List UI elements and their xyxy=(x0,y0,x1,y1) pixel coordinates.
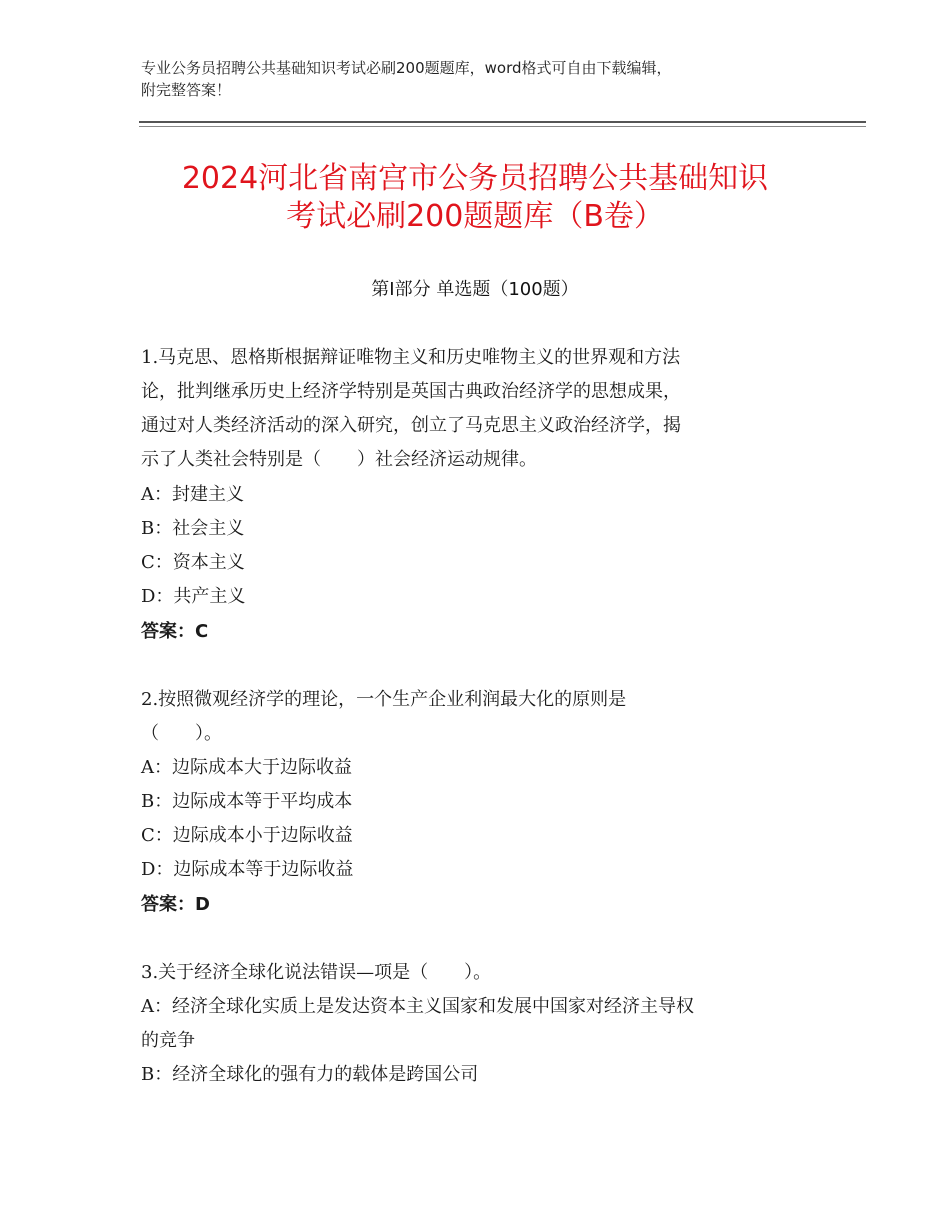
option-b: B：经济全球化的强有力的载体是跨国公司 xyxy=(141,1064,479,1085)
question-stem-line: 通过对人类经济活动的深入研究，创立了马克思主义政治经济学，揭 xyxy=(141,415,681,436)
option-b: B：社会主义 xyxy=(141,518,245,539)
header-note-line-2: 附完整答案！ xyxy=(141,81,232,99)
option-a: A：边际成本大于边际收益 xyxy=(141,757,352,778)
document-title xyxy=(120,160,830,236)
question-stem-line: 1.马克思、恩格斯根据辩证唯物主义和历史唯物主义的世界观和方法 xyxy=(141,347,681,368)
question-stem-line: （ ）。 xyxy=(141,723,222,744)
answer-label: 答案：C xyxy=(141,621,209,642)
answer-label: 答案：D xyxy=(141,894,210,915)
question-stem-line: 示了人类社会特别是（ ）社会经济运动规律。 xyxy=(141,449,537,470)
header-note xyxy=(141,57,821,101)
question-stem-line: 3.关于经济全球化说法错误—项是（ ）。 xyxy=(141,962,492,983)
document-title-line-1: 2024河北省南宫市公务员招聘公共基础知识 xyxy=(181,161,769,196)
header-divider-thin xyxy=(139,126,866,127)
question-stem-line: 2.按照微观经济学的理论，一个生产企业利润最大化的原则是 xyxy=(141,689,627,710)
header-note-line-1: 专业公务员招聘公共基础知识考试必刷200题题库，word格式可自由下载编辑， xyxy=(141,59,672,77)
document-title-line-2: 考试必刷200题题库（B卷） xyxy=(286,199,664,234)
header-divider-thick xyxy=(139,121,866,123)
option-d: D：共产主义 xyxy=(141,586,246,607)
option-a: A：经济全球化实质上是发达资本主义国家和发展中国家对经济主导权 xyxy=(141,996,694,1017)
section-title: 第Ⅰ部分 单选题（100题） xyxy=(371,279,579,300)
question-stem-line: 论，批判继承历史上经济学特别是英国古典政治经济学的思想成果， xyxy=(141,381,681,402)
option-a-continued: 的竞争 xyxy=(141,1030,195,1051)
option-c: C：资本主义 xyxy=(141,552,245,573)
option-b: B：边际成本等于平均成本 xyxy=(141,791,353,812)
option-a: A：封建主义 xyxy=(141,484,244,505)
option-d: D：边际成本等于边际收益 xyxy=(141,859,354,880)
option-c: C：边际成本小于边际收益 xyxy=(141,825,353,846)
